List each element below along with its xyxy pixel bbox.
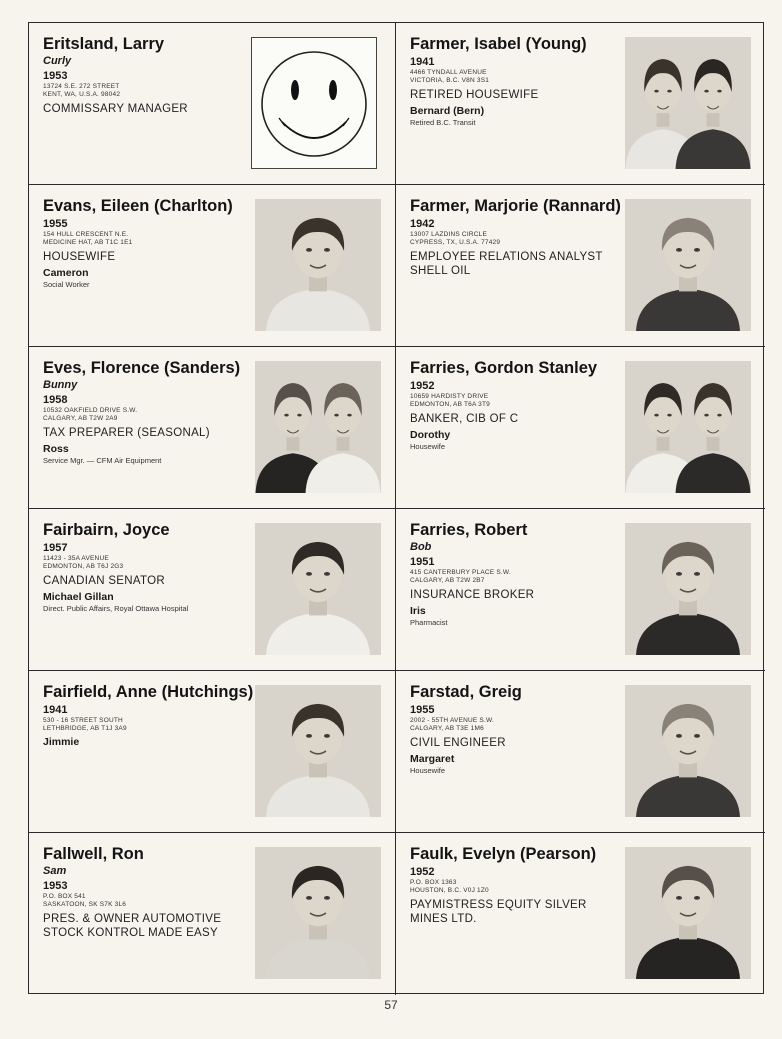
entry-spouse: Jimmie (43, 736, 80, 748)
entry-address-line1: 13724 S.E. 272 STREET (43, 83, 120, 90)
portrait-photo (625, 685, 751, 817)
entry-spouse: Margaret (410, 753, 455, 765)
couple-portrait-photo (255, 361, 381, 493)
portrait-photo (255, 847, 381, 979)
entry-year: 1953 (43, 70, 68, 82)
entry-address-line1: 154 HULL CRESCENT N.E. (43, 231, 129, 238)
entry-address-line2: EDMONTON, AB T6A 3T9 (410, 401, 490, 408)
entry-name: Faulk, Evelyn (Pearson) (410, 845, 597, 863)
entry-name: Eritsland, Larry (43, 35, 165, 53)
entry-name: Farmer, Isabel (Young) (410, 35, 587, 53)
entry-spouse: Dorothy (410, 429, 451, 441)
entry-address-line2: MEDICINE HAT, AB T1C 1E1 (43, 239, 133, 246)
smiley-face-icon (251, 37, 377, 169)
directory-entry (29, 509, 396, 671)
entry-spouse: Bernard (Bern) (410, 105, 485, 117)
entry-address-line1: 13007 LAZDINS CIRCLE (410, 231, 487, 238)
entry-spouse: Iris (410, 605, 426, 617)
entry-info (43, 683, 255, 749)
entry-info (43, 845, 255, 940)
couple-portrait-photo (625, 361, 751, 493)
portrait-photo (625, 847, 751, 979)
entry-name: Evans, Eileen (Charlton) (43, 197, 233, 215)
entry-info (410, 683, 622, 776)
entry-occupation: CANADIAN SENATOR (43, 575, 165, 587)
entry-info (43, 197, 255, 290)
directory-entry (29, 833, 396, 995)
entry-address-line2: CALGARY, AB T3E 1M6 (410, 725, 484, 732)
portrait-photo (625, 523, 751, 655)
portrait-photo (255, 199, 381, 331)
portrait-photo (255, 523, 381, 655)
entry-occupation: RETIRED HOUSEWIFE (410, 89, 539, 101)
entry-year: 1952 (410, 866, 435, 878)
entry-year: 1953 (43, 880, 68, 892)
entry-spouse: Ross (43, 443, 69, 455)
entry-year: 1957 (43, 542, 68, 554)
entry-address-line1: P.O. BOX 541 (43, 893, 86, 900)
entry-name: Fairbairn, Joyce (43, 521, 170, 539)
entry-occupation-line2: SHELL OIL (410, 265, 471, 277)
entry-address-line1: 2002 - 55TH AVENUE S.W. (410, 717, 494, 724)
directory-entry (396, 833, 765, 995)
entry-spouse-occupation: Housewife (410, 442, 446, 451)
entry-year: 1955 (43, 218, 68, 230)
entry-year: 1942 (410, 218, 435, 230)
directory-entry (396, 509, 765, 671)
entry-name: Fairfield, Anne (Hutchings) (43, 683, 254, 701)
entry-info (410, 35, 622, 128)
entry-info (410, 197, 622, 278)
entry-name: Farstad, Greig (410, 683, 522, 701)
entry-address-line1: 530 - 16 STREET SOUTH (43, 717, 123, 724)
entry-occupation: HOUSEWIFE (43, 251, 116, 263)
entry-year: 1941 (410, 56, 435, 68)
entry-occupation: EMPLOYEE RELATIONS ANALYST (410, 251, 603, 263)
entry-address-line1: 10532 OAKFIELD DRIVE S.W. (43, 407, 138, 414)
entry-address-line1: P.O. BOX 1363 (410, 879, 457, 886)
entry-year: 1958 (43, 394, 68, 406)
entry-address-line2: EDMONTON, AB T6J 2G3 (43, 563, 124, 570)
entry-address-line2: KENT, WA, U.S.A. 98042 (43, 91, 121, 98)
entry-spouse-occupation: Housewife (410, 766, 446, 775)
entry-spouse-occupation: Retired B.C. Transit (410, 118, 476, 127)
entry-occupation-line2: MINES LTD. (410, 913, 477, 925)
entry-nickname: Bunny (43, 379, 78, 391)
directory-entry (396, 671, 765, 833)
entry-address-line1: 415 CANTERBURY PLACE S.W. (410, 569, 511, 576)
entry-address-line2: CYPRESS, TX, U.S.A. 77429 (410, 239, 501, 246)
directory-entry (29, 671, 396, 833)
entry-address-line2: CALGARY, AB T2W 2A9 (43, 415, 118, 422)
entry-spouse-occupation: Service Mgr. — CFM Air Equipment (43, 456, 162, 465)
entry-occupation: CIVIL ENGINEER (410, 737, 506, 749)
entry-occupation: BANKER, CIB OF C (410, 413, 519, 425)
directory-grid (28, 22, 764, 994)
entry-address-line1: 4466 TYNDALL AVENUE (410, 69, 487, 76)
entry-spouse-occupation: Pharmacist (410, 618, 448, 627)
entry-spouse-occupation: Social Worker (43, 280, 90, 289)
entry-info (410, 845, 622, 926)
entry-info (43, 35, 255, 116)
entry-name: Farries, Robert (410, 521, 528, 539)
entry-year: 1952 (410, 380, 435, 392)
entry-name: Fallwell, Ron (43, 845, 144, 863)
directory-entry (29, 347, 396, 509)
entry-occupation: PRES. & OWNER AUTOMOTIVE (43, 913, 222, 925)
entry-year: 1941 (43, 704, 68, 716)
entry-address-line2: VICTORIA, B.C. V8N 3S1 (410, 77, 490, 84)
directory-entry (29, 23, 396, 185)
entry-spouse: Michael Gillan (43, 591, 114, 603)
entry-info (43, 521, 255, 614)
directory-entry (396, 347, 765, 509)
entry-occupation: COMMISSARY MANAGER (43, 103, 188, 115)
entry-address-line1: 10659 HARDISTY DRIVE (410, 393, 489, 400)
entry-address-line1: 11423 - 35A AVENUE (43, 555, 109, 562)
entry-year: 1955 (410, 704, 435, 716)
entry-year: 1951 (410, 556, 435, 568)
page-number: 57 (384, 998, 398, 1012)
entry-occupation: TAX PREPARER (SEASONAL) (43, 427, 210, 439)
entry-info (410, 359, 622, 452)
entry-name: Eves, Florence (Sanders) (43, 359, 241, 377)
couple-portrait-photo (625, 37, 751, 169)
directory-entry (29, 185, 396, 347)
entry-name: Farries, Gordon Stanley (410, 359, 598, 377)
entry-address-line2: HOUSTON, B.C. V0J 1Z0 (410, 887, 489, 894)
entry-info (410, 521, 622, 628)
entry-occupation: INSURANCE BROKER (410, 589, 535, 601)
portrait-photo (255, 685, 381, 817)
directory-entry (396, 23, 765, 185)
entry-spouse: Cameron (43, 267, 89, 279)
entry-name: Farmer, Marjorie (Rannard) (410, 197, 621, 215)
entry-occupation-line2: STOCK KONTROL MADE EASY (43, 927, 218, 939)
entry-nickname: Curly (43, 55, 72, 67)
entry-address-line2: SASKATOON, SK S7K 3L6 (43, 901, 127, 908)
entry-address-line2: LETHBRIDGE, AB T1J 3A9 (43, 725, 127, 732)
portrait-photo (625, 199, 751, 331)
entry-nickname: Sam (43, 865, 67, 877)
entry-occupation: PAYMISTRESS EQUITY SILVER (410, 899, 587, 911)
entry-address-line2: CALGARY, AB T2W 2B7 (410, 577, 485, 584)
directory-entry (396, 185, 765, 347)
entry-nickname: Bob (410, 541, 432, 553)
entry-info (43, 359, 255, 466)
entry-spouse-occupation: Direct. Public Affairs, Royal Ottawa Hospital (43, 604, 189, 613)
